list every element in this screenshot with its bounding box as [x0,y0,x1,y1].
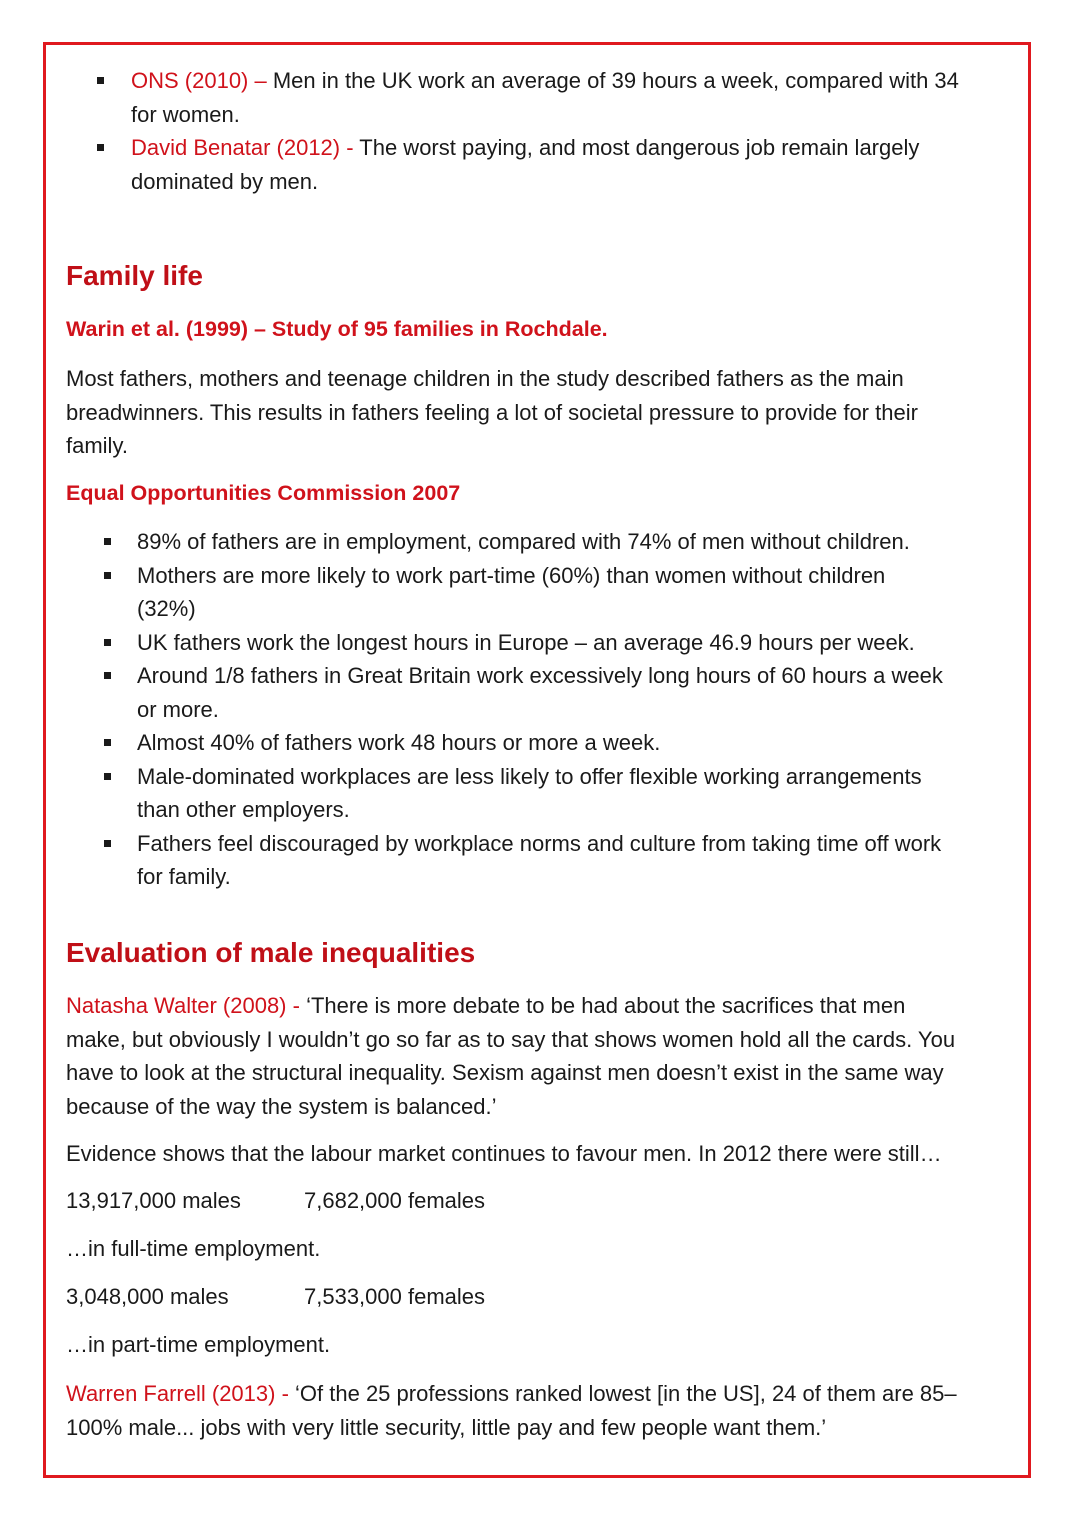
square-bullet-icon [104,840,111,847]
square-bullet-icon [97,77,104,84]
list-item [131,64,1011,131]
bullet-text: Mothers are more likely to work part-time (60%) than women without children [137,562,886,588]
square-bullet-icon [104,538,111,545]
bullet-text: Male-dominated workplaces are less likely to offer flexible working arrangements [137,763,922,789]
bullet-text: Fathers feel discouraged by workplace norms and culture from taking time off work [137,830,942,856]
bullet-text: Around 1/8 fathers in Great Britain work excessively long hours of 60 hours a week [137,663,943,688]
square-bullet-icon [104,739,111,746]
bullet-text-cont: dominated by men. [131,168,319,194]
bullet-text: The worst paying, and most dangerous job remain largely [359,135,920,160]
text-line: ‘Of the 25 professions ranked lowest [in the US], 24 of them are 85– [295,1381,957,1406]
evidence-text: Evidence shows that the labour market continues to favour men. In 2012 there were still… [66,1141,942,1166]
text-line: because of the way the system is balanced.’ [66,1093,497,1119]
bullet-text: Men in the UK work an average of 39 hours a week, compared with 34 [272,68,959,93]
farrell-quote [66,1377,1016,1444]
separator: – [248,68,273,93]
eoc-heading: Equal Opportunities Commission 2007 [66,481,461,505]
square-bullet-icon [104,672,111,679]
bullet-text-cont: than other employers. [137,797,350,822]
pt-females-figure: 7,533,000 females [304,1284,486,1309]
citation-source: David Benatar (2012) [131,135,341,160]
bullet-text-cont: (32%) [137,596,196,621]
family-paragraph [66,362,1016,463]
ft-females-figure: 7,682,000 females [304,1188,486,1213]
eoc-bullet-list [137,525,1017,894]
square-bullet-icon [104,773,111,780]
citation-source: Natasha Walter (2008) [66,993,287,1018]
study-heading: Warin et al. (1999) – Study of 95 families in Rochdale. [66,317,608,341]
text-line: 100% male... jobs with very little security, little pay and few people want them.’ [66,1414,827,1440]
section-heading-family-life: Family life [66,260,203,291]
separator: - [340,135,360,160]
text-line: family. [66,433,128,458]
square-bullet-icon [104,639,111,646]
pt-males-figure: 3,048,000 males [66,1284,229,1309]
ft-label: …in full-time employment. [66,1236,321,1261]
bullet-text: Almost 40% of fathers work 48 hours or more a week. [137,730,661,755]
citation-source: Warren Farrell (2013) [66,1381,276,1406]
bullet-text: 89% of fathers are in employment, compared with 74% of men without children. [137,529,910,554]
text-line: breadwinners. This results in fathers feeling a lot of societal pressure to provide for their [66,399,918,425]
list-item [131,131,1011,198]
square-bullet-icon [104,572,111,579]
text-line: ‘There is more debate to be had about the sacrifices that men [306,993,906,1018]
list-item [137,525,1017,559]
separator: - [275,1381,296,1406]
text-line: make, but obviously I wouldn’t go so far as to say that shows women hold all the cards. You [66,1026,956,1052]
list-item [137,659,1017,726]
list-item [137,626,1017,660]
list-item [137,760,1017,827]
pt-label: …in part-time employment. [66,1332,331,1357]
bullet-text: UK fathers work the longest hours in Europe – an average 46.9 hours per week. [137,629,915,655]
citation-source: ONS (2010) [131,68,249,93]
bullet-text-cont: or more. [137,696,219,722]
list-item [137,726,1017,760]
bullet-text-cont: for women. [131,101,240,127]
square-bullet-icon [97,144,104,151]
section-heading-evaluation: Evaluation of male inequalities [66,937,476,968]
bullet-text-cont: for family. [137,864,231,889]
walter-quote [66,989,1016,1123]
top-bullet-list [131,64,1011,198]
list-item [137,559,1017,626]
separator: - [286,993,307,1018]
text-line: Most fathers, mothers and teenage children in the study described fathers as the main [66,366,904,391]
text-line: have to look at the structural inequality. Sexism against men doesn’t exist in the same way [66,1060,944,1085]
list-item [137,827,1017,894]
ft-males-figure: 13,917,000 males [66,1188,241,1213]
